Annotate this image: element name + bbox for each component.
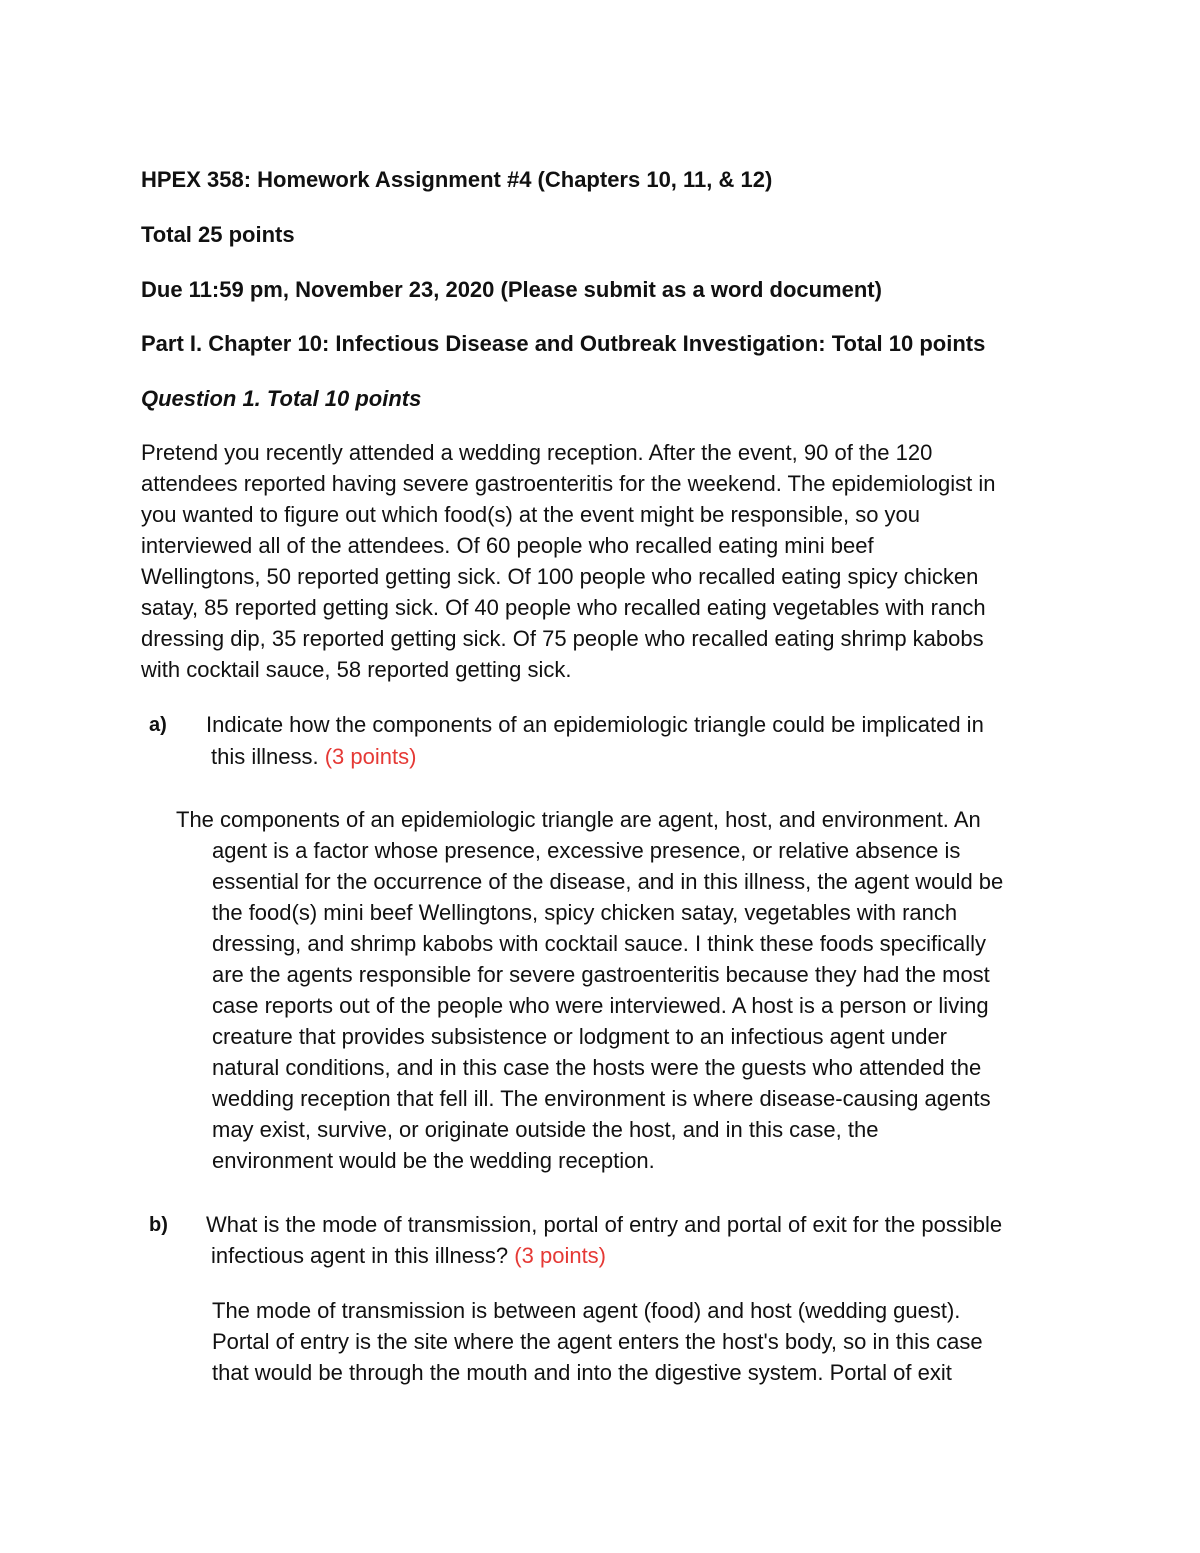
list-marker: b): [149, 1214, 168, 1236]
assignment-title: HPEX 358: Homework Assignment #4 (Chapters 10, 11, & 12): [141, 167, 773, 192]
points-label: (3 points): [514, 1243, 607, 1268]
answer-line: that would be through the mouth and into the digestive system. Portal of exit: [212, 1360, 952, 1385]
answer-line: may exist, survive, or originate outside the host, and in this case, the: [212, 1117, 879, 1142]
answer-line: creature that provides subsistence or lodgment to an infectious agent under: [212, 1024, 948, 1049]
part-b-question-line: What is the mode of transmission, portal of entry and portal of exit for the possible: [206, 1212, 1003, 1237]
answer-line: natural conditions, and in this case the hosts were the guests who attended the: [212, 1055, 982, 1080]
part-b-question-text: infectious agent in this illness?: [211, 1243, 509, 1268]
part-a-question-text: this illness.: [211, 744, 319, 769]
answer-line: essential for the occurrence of the disease, and in this illness, the agent would be: [212, 869, 1004, 894]
part-heading: Part I. Chapter 10: Infectious Disease and Outbreak Investigation: Total 10 points: [141, 331, 986, 356]
part-b-question-line: [211, 1240, 606, 1271]
answer-line: dressing, and shrimp kabobs with cocktail sauce. I think these foods specifically: [212, 931, 987, 956]
prompt-line: attendees reported having severe gastroenteritis for the weekend. The epidemiologist in: [141, 471, 996, 496]
prompt-line: satay, 85 reported getting sick. Of 40 people who recalled eating vegetables with ranch: [141, 595, 986, 620]
part-a-question-line: Indicate how the components of an epidemiologic triangle could be implicated in: [206, 712, 984, 737]
answer-line: the food(s) mini beef Wellingtons, spicy chicken satay, vegetables with ranch: [212, 900, 958, 925]
answer-line: Portal of entry is the site where the agent enters the host's body, so in this case: [212, 1329, 983, 1354]
list-marker: a): [149, 714, 167, 736]
answer-line: environment would be the wedding reception.: [212, 1148, 655, 1173]
prompt-line: with cocktail sauce, 58 reported getting sick.: [141, 657, 572, 682]
question-heading: Question 1. Total 10 points: [141, 386, 422, 411]
prompt-line: Pretend you recently attended a wedding reception. After the event, 90 of the 120: [141, 440, 933, 465]
answer-line: agent is a factor whose presence, excessive presence, or relative absence is: [212, 838, 961, 863]
prompt-line: dressing dip, 35 reported getting sick. Of 75 people who recalled eating shrimp kabobs: [141, 626, 984, 651]
answer-line: The components of an epidemiologic triangle are agent, host, and environment. An: [176, 807, 981, 832]
part-a-question-line: [211, 741, 416, 772]
due-date: Due 11:59 pm, November 23, 2020 (Please submit as a word document): [141, 277, 882, 302]
prompt-line: Wellingtons, 50 reported getting sick. Of 100 people who recalled eating spicy chicken: [141, 564, 979, 589]
total-points: Total 25 points: [141, 222, 295, 247]
answer-line: The mode of transmission is between agent (food) and host (wedding guest).: [212, 1298, 961, 1323]
prompt-line: you wanted to figure out which food(s) at the event might be responsible, so you: [141, 502, 921, 527]
answer-line: wedding reception that fell ill. The environment is where disease-causing agents: [212, 1086, 991, 1111]
prompt-line: interviewed all of the attendees. Of 60 people who recalled eating mini beef: [141, 533, 874, 558]
answer-line: case reports out of the people who were interviewed. A host is a person or living: [212, 993, 989, 1018]
points-label: (3 points): [324, 744, 417, 769]
answer-line: are the agents responsible for severe gastroenteritis because they had the most: [212, 962, 990, 987]
